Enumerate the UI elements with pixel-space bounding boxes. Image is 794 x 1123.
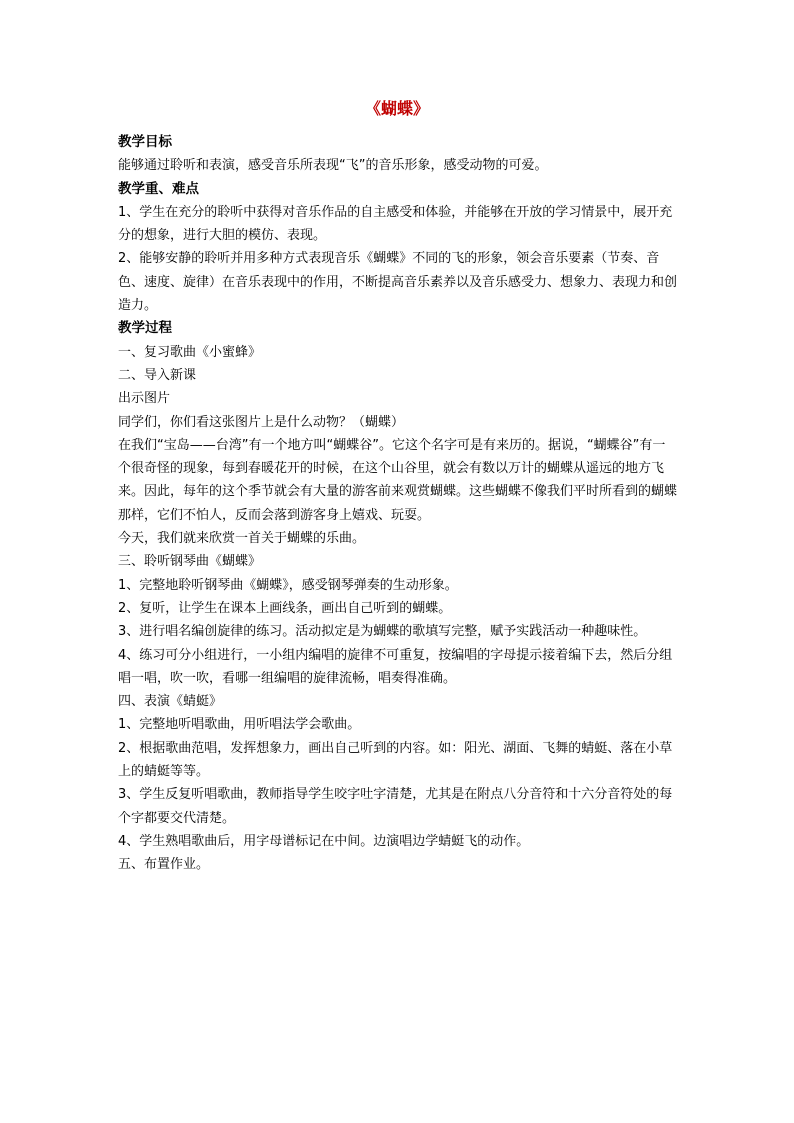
paragraph: 四、表演《蜻蜓》	[118, 694, 223, 710]
paragraph: 3、学生反复听唱歌曲，教师指导学生咬字吐字清楚，尤其是在附点八分音符和十六分音符处的每个字都要交代清楚。	[118, 787, 673, 826]
paragraph: 3、进行唱名编创旋律的练习。活动拟定是为蝴蝶的歌填写完整，赋予实践活动一种趣味性。	[118, 624, 647, 640]
paragraph: 2、能够安静的聆听并用多种方式表现音乐《蝴蝶》不同的飞的形象，领会音乐要素（节奏、音色、速度、旋律）在音乐表现中的作用，不断提高音乐素养以及音乐感受力、想象力、表现力和创造力。	[118, 251, 678, 314]
document-title: 《蝴蝶》	[364, 99, 429, 118]
paragraph: 在我们“宝岛——台湾”有一个地方叫“蝴蝶谷”。它这个名字可是有来历的。据说，“蝴蝶谷”有一个很奇怪的现象，每到春暖花开的时候，在这个山谷里，就会有数以万计的蝴蝶从遥远的地方飞来。因此，每年的这个季节就会有大量的游客前来观赏蝴蝶。这些蝴蝶不像我们平时所看到的蝴蝶那样，它们不怕人，反而会落到游客身上嬉戏、玩耍。	[118, 437, 678, 523]
paragraph: 出示图片	[118, 391, 171, 407]
paragraph: 二、导入新课	[118, 367, 197, 383]
section-heading: 教学目标	[118, 134, 172, 150]
paragraph: 三、聆听钢琴曲《蝴蝶》	[118, 554, 262, 570]
paragraph: 1、完整地聆听钢琴曲《蝴蝶》，感受钢琴弹奏的生动形象。	[118, 577, 458, 593]
paragraph: 一、复习歌曲《小蜜蜂》	[118, 344, 262, 360]
paragraph: 能够通过聆听和表演，感受音乐所表现“飞”的音乐形象，感受动物的可爱。	[118, 158, 548, 174]
paragraph: 1、完整地听唱歌曲，用听唱法学会歌曲。	[118, 717, 361, 733]
paragraph: 同学们，你们看这张图片上是什么动物？（蝴蝶）	[118, 414, 405, 430]
paragraph: 4、学生熟唱歌曲后，用字母谱标记在中间。边演唱边学蜻蜓飞的动作。	[118, 833, 530, 849]
document-body	[118, 131, 678, 877]
paragraph: 五、布置作业。	[118, 857, 210, 873]
section-heading: 教学重、难点	[118, 180, 199, 197]
paragraph: 2、复听，让学生在课本上画线条，画出自己听到的蝴蝶。	[118, 600, 452, 616]
paragraph: 2、根据歌曲范唱，发挥想象力，画出自己听到的内容。如：阳光、湖面、飞舞的蜻蜓、落在小草上的蜻蜓等等。	[118, 740, 673, 780]
paragraph: 今天，我们就来欣赏一首关于蝴蝶的乐曲。	[118, 531, 366, 547]
paragraph: 1、学生在充分的聆听中获得对音乐作品的自主感受和体验，并能够在开放的学习情景中，展开充分的想象，进行大胆的模仿、表现。	[118, 204, 673, 244]
section-heading: 教学过程	[118, 320, 172, 337]
paragraph: 4、练习可分小组进行，一小组内编唱的旋律不可重复，按编唱的字母提示接着编下去，然后分组唱一唱，吹一吹，看哪一组编唱的旋律流畅，唱奏得准确。	[118, 647, 673, 686]
